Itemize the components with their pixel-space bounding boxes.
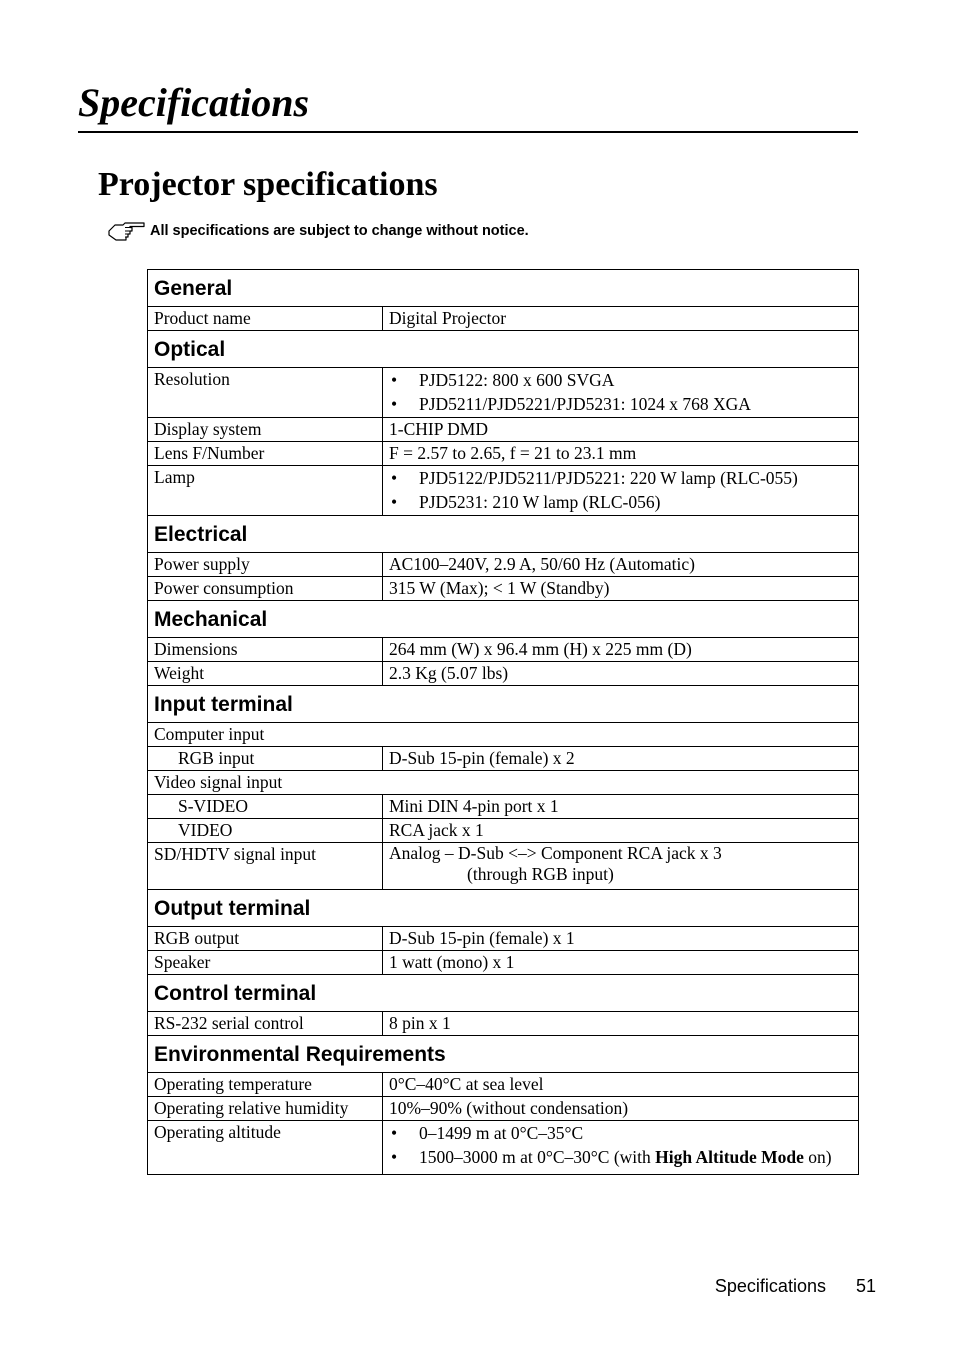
table-row	[148, 819, 859, 843]
spec-label: S-VIDEO	[148, 795, 383, 819]
spec-value	[383, 466, 859, 516]
table-row	[148, 723, 859, 747]
category-header-optical: Optical	[148, 331, 859, 368]
footer-label: Specifications	[714, 1276, 826, 1296]
spec-label: Product name	[148, 307, 383, 331]
bullet-item: • PJD5211/PJD5221/PJD5231: 1024 x 768 XGA	[389, 393, 852, 416]
bullet-item: • PJD5122: 800 x 600 SVGA	[389, 369, 852, 392]
spec-value: F = 2.57 to 2.65, f = 21 to 23.1 mm	[383, 442, 859, 466]
category-header-mechanical: Mechanical	[148, 601, 859, 638]
spec-label: RS-232 serial control	[148, 1012, 383, 1036]
category-header-electrical: Electrical	[148, 516, 859, 553]
spec-label: VIDEO	[148, 819, 383, 843]
spec-subheading: Computer input	[148, 723, 859, 747]
table-row	[148, 927, 859, 951]
spec-value: 10%–90% (without condensation)	[383, 1097, 859, 1121]
spec-value: Mini DIN 4-pin port x 1	[383, 795, 859, 819]
spec-value: RCA jack x 1	[383, 819, 859, 843]
spec-label: Speaker	[148, 951, 383, 975]
spec-label: RGB output	[148, 927, 383, 951]
pointing-hand-icon	[108, 220, 146, 242]
spec-value: 315 W (Max); < 1 W (Standby)	[383, 577, 859, 601]
spec-label: Power consumption	[148, 577, 383, 601]
table-row	[148, 1097, 859, 1121]
category-row	[148, 975, 859, 1012]
category-header-input-terminal: Input terminal	[148, 686, 859, 723]
spec-value: 0°C–40°C at sea level	[383, 1073, 859, 1097]
category-header-output-terminal: Output terminal	[148, 890, 859, 927]
spec-value: 264 mm (W) x 96.4 mm (H) x 225 mm (D)	[383, 638, 859, 662]
bullet-item: • PJD5122/PJD5211/PJD5221: 220 W lamp (RLC-055)	[389, 467, 852, 490]
bullet-item	[389, 1146, 852, 1169]
spec-label: Lens F/Number	[148, 442, 383, 466]
note-text: All specifications are subject to change without notice.	[150, 223, 529, 239]
spec-label: Operating altitude	[148, 1121, 383, 1175]
category-row	[148, 331, 859, 368]
spec-value: 8 pin x 1	[383, 1012, 859, 1036]
spec-value	[383, 368, 859, 418]
category-header-general: General	[148, 270, 859, 307]
table-row	[148, 771, 859, 795]
spec-label: Weight	[148, 662, 383, 686]
spec-value: D-Sub 15-pin (female) x 1	[383, 927, 859, 951]
category-row	[148, 890, 859, 927]
spec-value	[383, 1121, 859, 1175]
category-row	[148, 601, 859, 638]
category-row	[148, 686, 859, 723]
specifications-table	[147, 269, 859, 1175]
high-altitude-mode-term: High Altitude Mode	[655, 1147, 804, 1167]
spec-value-line: Analog – D-Sub <–> Component RCA jack x 3	[389, 843, 722, 863]
spec-value-line: (through RGB input)	[467, 864, 614, 884]
table-row	[148, 638, 859, 662]
spec-label: Operating relative humidity	[148, 1097, 383, 1121]
spec-label: Dimensions	[148, 638, 383, 662]
table-row	[148, 662, 859, 686]
category-row	[148, 1036, 859, 1073]
section-title: Projector specifications	[98, 166, 438, 203]
table-row	[148, 1121, 859, 1175]
table-row	[148, 418, 859, 442]
chapter-rule	[78, 131, 858, 133]
spec-label: SD/HDTV signal input	[148, 843, 383, 890]
table-row	[148, 577, 859, 601]
spec-label: Operating temperature	[148, 1073, 383, 1097]
table-row	[148, 442, 859, 466]
bullet-text: on)	[803, 1147, 832, 1167]
spec-value: D-Sub 15-pin (female) x 2	[383, 747, 859, 771]
spec-value: 1-CHIP DMD	[383, 418, 859, 442]
table-row	[148, 795, 859, 819]
category-row	[148, 516, 859, 553]
page-number: 51	[855, 1276, 876, 1296]
table-row	[148, 951, 859, 975]
note	[108, 219, 529, 243]
spec-label: Resolution	[148, 368, 383, 418]
bullet-item: • PJD5231: 210 W lamp (RLC-056)	[389, 491, 852, 514]
table-row	[148, 843, 859, 890]
category-header-environmental-requirements: Environmental Requirements	[148, 1036, 859, 1073]
table-row	[148, 1012, 859, 1036]
page-footer	[715, 1276, 876, 1297]
table-row	[148, 1073, 859, 1097]
chapter-title: Specifications	[78, 80, 310, 125]
spec-value: Digital Projector	[383, 307, 859, 331]
spec-value: 2.3 Kg (5.07 lbs)	[383, 662, 859, 686]
table-row	[148, 553, 859, 577]
bullet-item: • 0–1499 m at 0°C–35°C	[389, 1122, 852, 1145]
spec-value	[383, 843, 859, 890]
spec-value: 1 watt (mono) x 1	[383, 951, 859, 975]
table-row	[148, 368, 859, 418]
spec-value: AC100–240V, 2.9 A, 50/60 Hz (Automatic)	[383, 553, 859, 577]
category-row	[148, 270, 859, 307]
category-header-control-terminal: Control terminal	[148, 975, 859, 1012]
spec-subheading: Video signal input	[148, 771, 859, 795]
bullet-text: 1500–3000 m at 0°C–30°C (with	[419, 1147, 656, 1167]
table-row	[148, 747, 859, 771]
table-row	[148, 466, 859, 516]
spec-label: Display system	[148, 418, 383, 442]
spec-label: Lamp	[148, 466, 383, 516]
spec-label: Power supply	[148, 553, 383, 577]
spec-label: RGB input	[148, 747, 383, 771]
table-row	[148, 307, 859, 331]
